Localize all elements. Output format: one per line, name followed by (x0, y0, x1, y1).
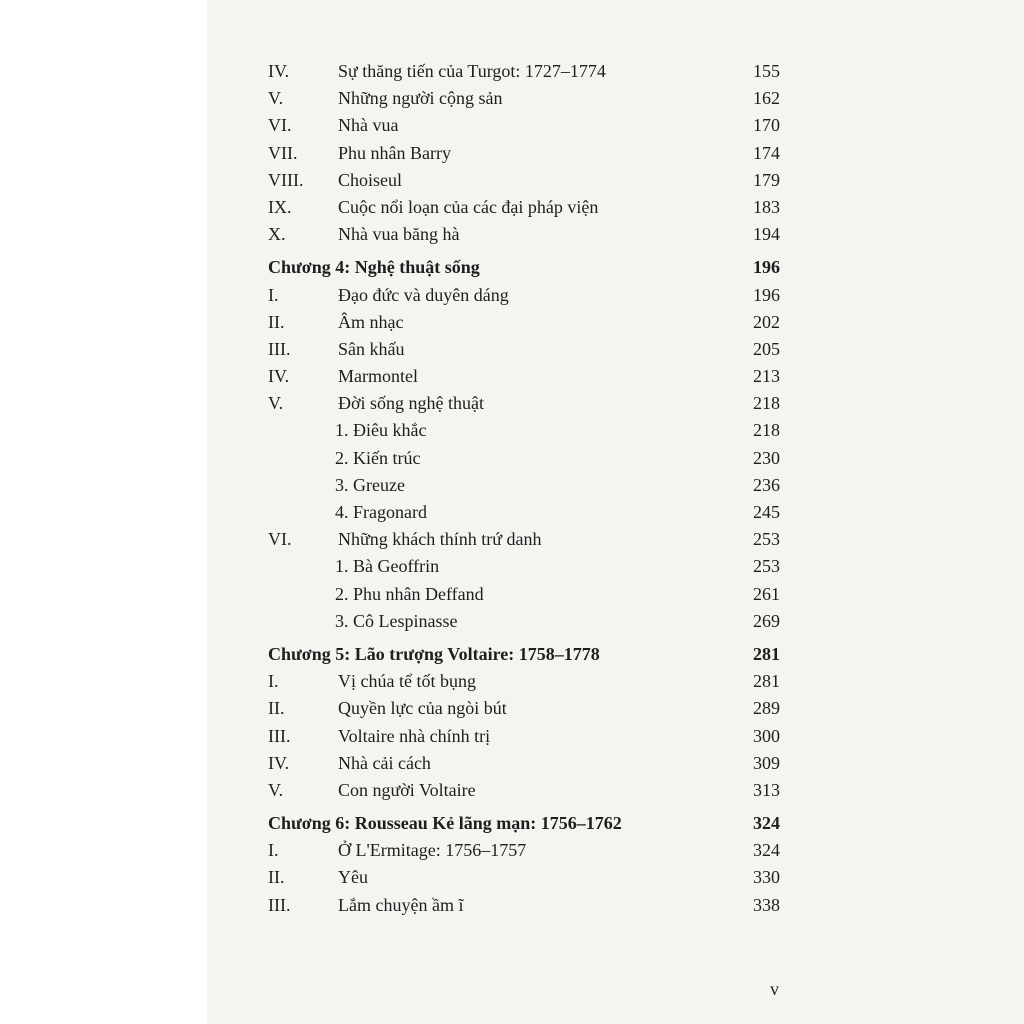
toc-entry (268, 194, 780, 221)
toc-entry (268, 837, 780, 864)
toc-entry (268, 85, 780, 112)
toc-entry (268, 363, 780, 390)
toc-entry (268, 668, 780, 695)
toc-subentry (268, 472, 780, 499)
entry-number: IV. (268, 366, 290, 387)
entry-title: Âm nhạc (338, 311, 404, 332)
entry-title: Voltaire nhà chính trị (338, 725, 491, 746)
toc-entry (268, 723, 780, 750)
entry-page: 261 (753, 583, 780, 604)
toc-entry (268, 309, 780, 336)
toc-subentry (268, 417, 780, 444)
entry-number: III. (268, 338, 291, 359)
chapter-title: Chương 5: Lão trượng Voltaire: 1758–1778 (268, 643, 600, 664)
entry-title: 2. Kiến trúc (335, 447, 421, 468)
toc-entry (268, 167, 780, 194)
entry-number: II. (268, 698, 285, 719)
toc-subentry (268, 553, 780, 580)
entry-title: Đạo đức và duyên dáng (338, 284, 509, 305)
entry-page: 330 (753, 867, 780, 888)
entry-title: Nhà cải cách (338, 752, 431, 773)
chapter-heading (268, 641, 780, 668)
entry-number: V. (268, 393, 284, 414)
toc-subentry (268, 499, 780, 526)
entry-page: 324 (753, 840, 780, 861)
entry-title: Con người Voltaire (338, 779, 476, 800)
toc-subentry (268, 581, 780, 608)
entry-title: Những người cộng sản (338, 88, 503, 109)
entry-title: Choiseul (338, 169, 403, 190)
entry-number: VI. (268, 115, 292, 136)
chapter-title: Chương 6: Rousseau Kẻ lãng mạn: 1756–1762 (268, 813, 622, 834)
entry-page: 170 (753, 115, 780, 136)
entry-page: 289 (753, 698, 780, 719)
toc-entry (268, 221, 780, 248)
entry-page: 202 (753, 311, 780, 332)
entry-title: Ở L'Ermitage: 1756–1757 (338, 840, 527, 861)
entry-title: 3. Greuze (335, 474, 405, 495)
toc-subentry (268, 608, 780, 635)
entry-title: Lắm chuyện ầm ĩ (338, 894, 464, 915)
entry-page: 245 (753, 502, 780, 522)
entry-number: VI. (268, 529, 292, 550)
entry-title: Marmontel (338, 366, 418, 387)
entry-page: 183 (753, 196, 780, 217)
chapter-page: 196 (753, 257, 780, 278)
entry-title: Những khách thính trứ danh (338, 529, 542, 550)
entry-number: III. (268, 894, 291, 915)
entry-page: 155 (753, 61, 780, 81)
entry-page: 179 (753, 169, 780, 190)
entry-number: I. (268, 284, 279, 305)
entry-title: 2. Phu nhân Deffand (335, 583, 484, 604)
entry-page: 218 (753, 393, 780, 414)
page-folio: v (770, 979, 779, 999)
toc-entry (268, 864, 780, 891)
entry-number: IV. (268, 61, 290, 81)
chapter-page: 324 (753, 813, 780, 834)
entry-number: IX. (268, 196, 292, 217)
entry-number: I. (268, 840, 279, 861)
entry-title: 1. Bà Geoffrin (335, 556, 440, 577)
toc-entry (268, 112, 780, 139)
entry-title: Nhà vua (338, 115, 399, 136)
toc-entry (268, 892, 780, 919)
entry-page: 218 (753, 420, 780, 441)
entry-number: V. (268, 779, 284, 800)
entry-title: Nhà vua băng hà (338, 224, 460, 245)
entry-number: IV. (268, 752, 290, 773)
entry-page: 236 (753, 474, 780, 495)
entry-title: 3. Cô Lespinasse (335, 610, 458, 631)
entry-title: Vị chúa tể tốt bụng (338, 671, 476, 692)
chapter-page: 281 (753, 643, 780, 664)
toc-entry (268, 750, 780, 777)
entry-number: VII. (268, 142, 298, 163)
entry-page: 196 (753, 284, 780, 305)
entry-page: 253 (753, 556, 780, 577)
entry-number: V. (268, 88, 284, 109)
entry-title: Phu nhân Barry (338, 142, 451, 163)
toc-entry (268, 526, 780, 553)
entry-title: Cuộc nổi loạn của các đại pháp viện (338, 196, 599, 217)
entry-title: Sân khấu (338, 338, 405, 359)
entry-page: 338 (753, 894, 780, 915)
table-of-contents (268, 58, 780, 919)
chapter-heading (268, 810, 780, 837)
entry-page: 269 (753, 610, 780, 631)
toc-entry (268, 58, 780, 85)
entry-page: 162 (753, 88, 780, 109)
entry-title: 1. Điêu khắc (335, 420, 427, 441)
entry-page: 213 (753, 366, 780, 387)
entry-title: Sự thăng tiến của Turgot: 1727–1774 (338, 61, 606, 81)
entry-title: Quyền lực của ngòi bút (338, 698, 507, 719)
entry-page: 253 (753, 529, 780, 550)
chapter-title: Chương 4: Nghệ thuật sống (268, 257, 480, 278)
toc-entry (268, 140, 780, 167)
entry-number: II. (268, 311, 285, 332)
entry-page: 313 (753, 779, 780, 800)
toc-subentry (268, 445, 780, 472)
entry-number: X. (268, 224, 286, 245)
entry-page: 281 (753, 671, 780, 692)
toc-entry (268, 336, 780, 363)
entry-page: 230 (753, 447, 780, 468)
entry-page: 174 (753, 142, 780, 163)
entry-page: 309 (753, 752, 780, 773)
entry-page: 194 (753, 224, 780, 245)
toc-entry (268, 282, 780, 309)
entry-number: II. (268, 867, 285, 888)
chapter-heading (268, 254, 780, 281)
entry-number: III. (268, 725, 291, 746)
entry-number: VIII. (268, 169, 304, 190)
toc-entry (268, 695, 780, 722)
entry-page: 300 (753, 725, 780, 746)
entry-number: I. (268, 671, 279, 692)
entry-title: Yêu (338, 867, 368, 888)
entry-title: Đời sống nghệ thuật (338, 393, 485, 414)
entry-title: 4. Fragonard (335, 502, 427, 522)
toc-entry (268, 390, 780, 417)
toc-entry (268, 777, 780, 804)
gutter (0, 0, 207, 1024)
entry-page: 205 (753, 338, 780, 359)
